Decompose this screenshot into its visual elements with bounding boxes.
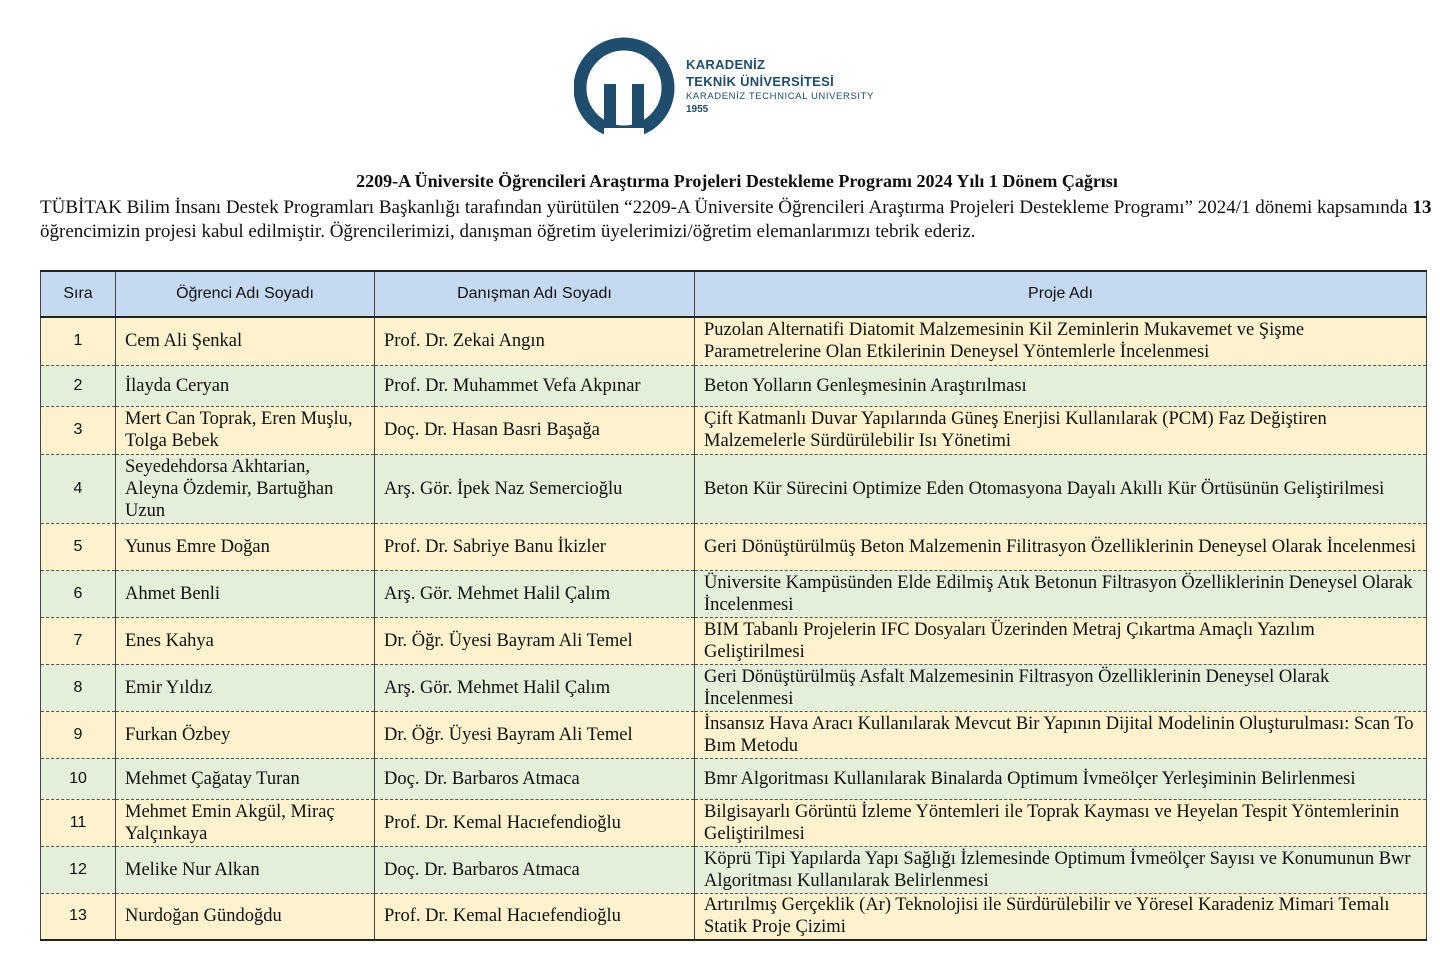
table-row [41,893,1427,940]
logo-line-2: TEKNİK ÜNİVERSİTESİ [686,74,834,89]
table-row [41,664,1427,711]
accepted-count: 13 [1412,197,1432,218]
student-name: Mehmet Emin Akgül, Miraç Yalçınkaya [116,799,375,846]
student-name: Mehmet Çağatay Turan [116,758,375,799]
table-header-row [41,271,1427,317]
student-name: Melike Nur Alkan [116,846,375,893]
advisor-name: Arş. Gör. Mehmet Halil Çalım [375,664,695,711]
project-title: İnsansız Hava Aracı Kullanılarak Mevcut Bir Yapının Dijital Modelinin Oluşturulması: Scan To Bım Metodu [695,711,1427,758]
student-name: Nurdoğan Gündoğdu [116,893,375,940]
column-header-advisor: Danışman Adı Soyadı [375,271,695,317]
table-row [41,617,1427,664]
projects-table [40,270,1427,941]
row-number: 4 [41,454,116,523]
row-number: 6 [41,570,116,617]
row-number: 7 [41,617,116,664]
advisor-name: Doç. Dr. Barbaros Atmaca [375,846,695,893]
column-header-project: Proje Adı [695,271,1427,317]
table-row [41,799,1427,846]
column-header-no: Sıra [41,271,116,317]
row-number: 8 [41,664,116,711]
project-title: Bilgisayarlı Görüntü İzleme Yöntemleri ile Toprak Kayması ve Heyelan Tespit Yöntemlerinin Geliştirilmesi [695,799,1427,846]
intro-text-1: TÜBİTAK Bilim İnsanı Destek Programları Başkanlığı tarafından yürütülen “2209-A Üniversite Öğrencileri Araştırma Projeleri Destekleme Programı” 2024/1 dönemi kapsamında [40,197,1413,218]
page-title: 2209-A Üniversite Öğrencileri Araştırma Projeleri Destekleme Programı 2024 Yılı 1 Dönem Çağrısı [356,171,1118,191]
row-number: 3 [41,406,116,454]
advisor-name: Prof. Dr. Sabriye Banu İkizler [375,523,695,570]
intro-paragraph [40,196,1440,244]
student-name: Mert Can Toprak, Eren Muşlu, Tolga Bebek [116,406,375,454]
project-title: Köprü Tipi Yapılarda Yapı Sağlığı İzlemesinde Optimum İvmeölçer Sayısı ve Konumunun Bwr Algoritması Kullanılarak Belirlenmesi [695,846,1427,893]
table-row [41,317,1427,365]
project-title: Bmr Algoritması Kullanılarak Binalarda Optimum İvmeölçer Yerleşiminin Belirlenmesi [695,758,1427,799]
row-number: 5 [41,523,116,570]
student-name: Enes Kahya [116,617,375,664]
row-number: 12 [41,846,116,893]
table-row [41,523,1427,570]
project-title: Puzolan Alternatifi Diatomit Malzemesinin Kil Zeminlerin Mukavemet ve Şişme Parametrelerine Olan Etkilerinin Deneysel Yöntemlerle İncelenmesi [695,317,1427,365]
advisor-name: Prof. Dr. Zekai Angın [375,317,695,365]
intro-text-2: öğrencimizin projesi kabul edilmiştir. Öğrencilerimizi, danışman öğretim üyelerimizi/öğretim elemanlarımızı tebrik ederiz. [40,221,976,242]
logo-line-3: KARADENİZ TECHNICAL UNIVERSITY [686,91,874,102]
row-number: 10 [41,758,116,799]
row-number: 9 [41,711,116,758]
project-title: Beton Yolların Genleşmesinin Araştırılması [695,365,1427,406]
student-name: Ahmet Benli [116,570,375,617]
project-title: Beton Kür Sürecini Optimize Eden Otomasyona Dayalı Akıllı Kür Örtüsünün Geliştirilmesi [695,454,1427,523]
table-row [41,406,1427,454]
table-row [41,758,1427,799]
row-number: 1 [41,317,116,365]
logo-wordmark [686,56,874,117]
table-row [41,365,1427,406]
project-title: Üniversite Kampüsünden Elde Edilmiş Atık Betonun Filtrasyon Özelliklerinin Deneysel Olarak İncelenmesi [695,570,1427,617]
project-title: Geri Dönüştürülmüş Asfalt Malzemesinin Filtrasyon Özelliklerinin Deneysel Olarak İncelenmesi [695,664,1427,711]
project-title: Çift Katmanlı Duvar Yapılarında Güneş Enerjisi Kullanılarak (PCM) Faz Değiştiren Malzemelerle Sürdürülebilir Isı Yönetimi [695,406,1427,454]
advisor-name: Doç. Dr. Barbaros Atmaca [375,758,695,799]
university-logo [574,36,894,140]
table-row [41,570,1427,617]
logo-line-1: KARADENİZ [686,57,766,72]
table-row [41,454,1427,523]
advisor-name: Prof. Dr. Kemal Hacıefendioğlu [375,799,695,846]
student-name: Seyedehdorsa Akhtarian, Aleyna Özdemir, Bartuğhan Uzun [116,454,375,523]
project-title: BIM Tabanlı Projelerin IFC Dosyaları Üzerinden Metraj Çıkartma Amaçlı Yazılım Geliştirilmesi [695,617,1427,664]
row-number: 11 [41,799,116,846]
project-title: Artırılmış Gerçeklik (Ar) Teknolojisi ile Sürdürülebilir ve Yöresel Karadeniz Mimari Temalı Statik Proje Çizimi [695,893,1427,940]
advisor-name: Dr. Öğr. Üyesi Bayram Ali Temel [375,617,695,664]
student-name: Furkan Özbey [116,711,375,758]
advisor-name: Arş. Gör. İpek Naz Semercioğlu [375,454,695,523]
advisor-name: Prof. Dr. Kemal Hacıefendioğlu [375,893,695,940]
advisor-name: Arş. Gör. Mehmet Halil Çalım [375,570,695,617]
student-name: Cem Ali Şenkal [116,317,375,365]
advisor-name: Dr. Öğr. Üyesi Bayram Ali Temel [375,711,695,758]
column-header-student: Öğrenci Adı Soyadı [116,271,375,317]
advisor-name: Doç. Dr. Hasan Basri Başağa [375,406,695,454]
student-name: Emir Yıldız [116,664,375,711]
student-name: İlayda Ceryan [116,365,375,406]
project-title: Geri Dönüştürülmüş Beton Malzemenin Filitrasyon Özelliklerinin Deneysel Olarak İncelenmesi [695,523,1427,570]
university-emblem-icon [574,36,678,140]
row-number: 2 [41,365,116,406]
logo-year: 1955 [686,104,709,115]
student-name: Yunus Emre Doğan [116,523,375,570]
table-row [41,711,1427,758]
advisor-name: Prof. Dr. Muhammet Vefa Akpınar [375,365,695,406]
table-row [41,846,1427,893]
row-number: 13 [41,893,116,940]
